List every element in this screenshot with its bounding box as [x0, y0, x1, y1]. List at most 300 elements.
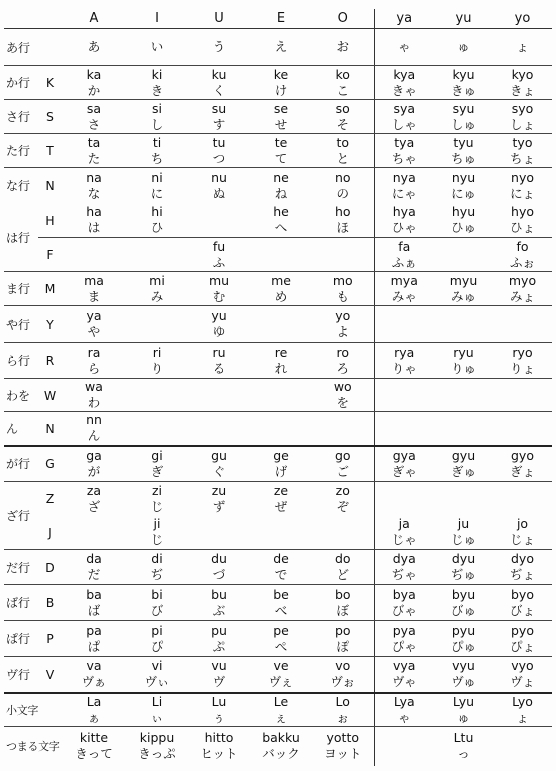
consonant-label: N	[45, 178, 55, 194]
syllable-cell	[250, 238, 312, 272]
column-header: I	[126, 9, 188, 29]
syllable-cell	[374, 446, 434, 482]
romaji-text: vya	[393, 658, 416, 674]
syllable-cell	[434, 272, 493, 306]
syllable-cell	[62, 482, 126, 516]
column-header: A	[62, 9, 126, 29]
romaji-text: Lyu	[452, 693, 475, 709]
kana-text: ヴゅ	[451, 674, 476, 690]
syllable-cell	[62, 100, 126, 134]
kana-text: し	[150, 116, 164, 132]
romaji-text: bya	[392, 586, 416, 602]
syllable-cell	[188, 100, 250, 134]
chart-row	[4, 726, 552, 766]
kana-text: ぴゅ	[450, 638, 476, 654]
chart-row	[4, 446, 552, 482]
romaji-text: ryu	[453, 344, 474, 360]
romaji-text: La	[86, 693, 102, 709]
syllable-cell	[62, 516, 126, 550]
romaji-text: wa	[85, 379, 103, 394]
syllable-cell	[250, 412, 312, 446]
syllable-cell	[312, 204, 374, 238]
syllable-cell	[434, 100, 493, 134]
romaji-text: gyo	[511, 447, 534, 463]
romaji-text: hitto	[204, 730, 234, 746]
romaji-text: ke	[273, 66, 289, 82]
consonant-label: F	[38, 238, 62, 272]
consonant-label: T	[38, 134, 62, 168]
chart-row	[4, 204, 552, 238]
syllable-cell	[374, 726, 434, 766]
romaji-text: Lya	[393, 693, 415, 709]
kana-text: な	[87, 185, 101, 201]
syllable-cell	[62, 621, 126, 657]
kana-text: ぁ	[87, 709, 101, 725]
romaji-text: na	[86, 169, 102, 185]
syllable-cell	[126, 100, 188, 134]
kana-text: に	[150, 185, 164, 201]
syllable-cell	[434, 204, 493, 238]
syllable-cell	[374, 238, 434, 272]
romaji-text: si	[152, 100, 162, 116]
romaji-text: bi	[151, 586, 163, 602]
romaji-text: ja	[398, 516, 410, 532]
kana-text: ょ	[516, 39, 529, 54]
row-group-label: わを	[4, 379, 38, 412]
romaji-text: de	[273, 551, 289, 566]
kana-text: さ	[87, 116, 101, 132]
kana-text: きゅ	[450, 82, 476, 98]
romaji-text: sya	[393, 100, 416, 116]
syllable-cell	[493, 272, 552, 306]
syllable-cell	[493, 482, 552, 516]
romaji-text: kyo	[511, 66, 534, 82]
syllable-cell	[374, 379, 434, 412]
romaji-text: byo	[511, 586, 534, 602]
kana-text: は	[87, 220, 101, 236]
romaji-text: fu	[212, 238, 226, 254]
romaji-text: za	[86, 482, 102, 498]
row-group-label: な行	[6, 179, 31, 194]
consonant-label: N	[38, 412, 62, 446]
romaji-text: ve	[273, 658, 289, 674]
syllable-cell	[126, 482, 188, 516]
kana-text: ぢょ	[509, 567, 535, 582]
syllable-cell	[374, 66, 434, 100]
romaji-text: mu	[208, 272, 230, 288]
romaji-text: ru	[212, 344, 226, 360]
romaji-text: su	[211, 100, 227, 116]
row-group-label: さ行	[4, 100, 38, 134]
kana-text: と	[336, 150, 349, 166]
romaji-text: zi	[151, 482, 163, 498]
kana-text: で	[274, 567, 288, 582]
romaji-text: vo	[335, 658, 351, 674]
syllable-cell	[126, 621, 188, 657]
syllable-cell	[250, 306, 312, 343]
kana-text: べ	[274, 602, 288, 618]
kana-text: あ	[87, 39, 101, 54]
syllable-cell	[493, 693, 552, 727]
syllable-cell	[374, 412, 434, 446]
syllable-cell	[434, 550, 493, 585]
kana-text: め	[274, 288, 288, 304]
consonant-label: J	[38, 516, 62, 550]
romaji-text: myo	[508, 272, 537, 288]
syllable-cell	[126, 412, 188, 446]
romaji-text: gyu	[451, 447, 476, 463]
row-group-label: ん	[4, 412, 38, 446]
kana-text: ぎ	[150, 463, 164, 479]
consonant-label: H	[38, 204, 62, 238]
kana-text: ど	[336, 567, 349, 582]
kana-text: ぞ	[336, 498, 349, 514]
kana-text: を	[336, 395, 349, 410]
syllable-cell	[188, 238, 250, 272]
consonant-label: V	[38, 657, 62, 693]
romaji-text: pya	[392, 622, 416, 638]
syllable-cell	[126, 726, 188, 766]
romaji-text: po	[334, 622, 351, 638]
syllable-cell	[62, 379, 126, 412]
romaji-text: pe	[273, 622, 289, 638]
kana-text: ふぁ	[391, 254, 417, 270]
row-group-label: ら行	[4, 343, 38, 379]
romaji-text: ta	[87, 134, 101, 150]
romaji-text: bo	[334, 586, 351, 602]
kana-text: ふぉ	[509, 254, 535, 270]
syllable-cell	[188, 29, 250, 66]
romaji-text: ki	[151, 66, 163, 82]
romaji-text: mi	[149, 272, 165, 288]
syllable-cell	[250, 204, 312, 238]
syllable-cell	[250, 379, 312, 412]
syllable-cell	[250, 446, 312, 482]
syllable-cell	[493, 516, 552, 550]
kana-text: きょ	[509, 82, 535, 98]
chart-row	[4, 412, 552, 446]
romaji-text: tu	[212, 134, 226, 150]
romaji-text: do	[334, 551, 351, 566]
column-header: O	[312, 9, 374, 29]
romaji-text: ko	[335, 66, 350, 82]
kana-text: ちょ	[509, 150, 535, 166]
syllable-cell	[374, 29, 434, 66]
chart-row	[4, 100, 552, 134]
romaji-text: va	[86, 658, 102, 674]
kana-text: びゅ	[450, 602, 476, 618]
romaji-text: pa	[86, 622, 102, 638]
syllable-cell	[312, 29, 374, 66]
romaji-text: ji	[153, 516, 161, 532]
kana-text: が	[87, 463, 101, 479]
kana-text: きって	[75, 746, 113, 762]
syllable-cell	[250, 657, 312, 693]
kana-text: そ	[336, 116, 349, 132]
header-row	[4, 9, 552, 29]
romaji-text: Lo	[335, 693, 350, 709]
kana-text: う	[212, 39, 226, 54]
syllable-cell	[188, 693, 250, 727]
kana-text: ぅ	[212, 709, 226, 725]
kana-text: しょ	[509, 116, 535, 132]
syllable-cell	[126, 585, 188, 621]
romaji-text: ra	[87, 344, 101, 360]
romaji-text: no	[334, 169, 351, 185]
chart-row	[4, 516, 552, 550]
romaji-text: so	[335, 100, 350, 116]
kana-text: ぴゃ	[391, 638, 417, 654]
kana-text: じ	[150, 532, 164, 548]
consonant-label: S	[38, 100, 62, 134]
kana-text: ゃ	[397, 709, 411, 725]
kana-text: す	[212, 116, 226, 132]
syllable-cell	[126, 657, 188, 693]
consonant-label: D	[38, 550, 62, 585]
syllable-cell	[434, 238, 493, 272]
consonant-label: Z	[45, 491, 55, 507]
kana-text: ぽ	[336, 638, 349, 654]
syllable-cell	[493, 204, 552, 238]
romaji-text: ne	[273, 169, 289, 185]
kana-text: ぢ	[150, 567, 164, 582]
romaji-text: kyu	[452, 66, 475, 82]
syllable-cell	[493, 343, 552, 379]
chart-row	[4, 134, 552, 168]
kana-text: ぎゅ	[450, 463, 476, 479]
syllable-cell	[62, 585, 126, 621]
kana-text: ろ	[336, 360, 349, 376]
romaji-text: re	[274, 344, 288, 360]
kana-text: っ	[457, 746, 470, 762]
romaji-text: gi	[151, 447, 163, 463]
syllable-cell	[188, 446, 250, 482]
chart-row	[4, 343, 552, 379]
syllable-cell	[493, 657, 552, 693]
syllable-cell	[374, 306, 434, 343]
romaji-kana-table	[4, 9, 552, 766]
syllable-cell	[434, 482, 493, 516]
romaji-text: kya	[393, 66, 416, 82]
syllable-cell	[250, 29, 312, 66]
chart-row	[4, 550, 552, 585]
syllable-cell	[250, 66, 312, 100]
kana-text: ぜ	[274, 498, 288, 514]
romaji-text: ryo	[512, 344, 533, 360]
syllable-cell	[62, 412, 126, 446]
row-group-label: ざ行	[4, 482, 38, 550]
kana-text: ゃ	[397, 39, 411, 54]
syllable-cell	[374, 482, 434, 516]
row-group-label: ヴ行	[4, 657, 38, 693]
kana-text: へ	[274, 220, 288, 236]
syllable-cell	[126, 168, 188, 204]
syllable-cell	[188, 168, 250, 204]
romaji-text: yu	[211, 308, 227, 323]
romaji-text: hya	[392, 204, 416, 220]
romaji-text: hi	[151, 204, 163, 220]
kana-text: ヒット	[200, 746, 238, 762]
syllable-cell	[493, 726, 552, 766]
romaji-text: se	[273, 100, 289, 116]
romaji-text: be	[273, 586, 289, 602]
syllable-cell	[434, 168, 493, 204]
syllable-cell	[374, 343, 434, 379]
romaji-text: gya	[392, 447, 416, 463]
romaji-text: ni	[151, 169, 163, 185]
syllable-cell	[62, 66, 126, 100]
kana-text: ね	[274, 185, 288, 201]
romaji-text: ya	[86, 308, 102, 323]
syllable-cell	[188, 272, 250, 306]
kana-text: ぴょ	[509, 638, 535, 654]
syllable-cell	[62, 238, 126, 272]
kana-text: じゅ	[450, 532, 476, 548]
kana-text: ぃ	[150, 709, 164, 725]
romaji-text: vi	[151, 658, 163, 674]
romaji-text: he	[273, 204, 289, 220]
row-group-label: 小文字	[4, 693, 62, 727]
chart-row	[4, 482, 552, 516]
row-group-label: だ行	[4, 550, 38, 585]
syllable-cell	[126, 516, 188, 550]
kana-text: ちゅ	[450, 150, 476, 166]
romaji-text: nyu	[451, 169, 476, 185]
romaji-text: tya	[394, 134, 415, 150]
chart-row	[4, 693, 552, 727]
syllable-cell	[250, 100, 312, 134]
row-group-label: ま行	[4, 272, 38, 306]
syllable-cell	[434, 66, 493, 100]
kana-text: ぎゃ	[391, 463, 417, 479]
kana-text: しゃ	[391, 116, 417, 132]
syllable-cell	[312, 306, 374, 343]
kana-text: ヴょ	[510, 674, 535, 690]
column-header: U	[188, 9, 250, 29]
kana-text: え	[274, 39, 288, 54]
romaji-text: jo	[516, 516, 529, 532]
romaji-text: myu	[449, 272, 478, 288]
kana-text: りょ	[509, 360, 535, 376]
syllable-cell	[374, 168, 434, 204]
romaji-text: ga	[86, 447, 102, 463]
kana-text: ひゅ	[450, 220, 476, 236]
syllable-cell	[62, 134, 126, 168]
kana-text: の	[336, 185, 349, 201]
syllable-cell	[312, 66, 374, 100]
kana-text: ぉ	[336, 709, 349, 725]
syllable-cell	[188, 379, 250, 412]
kana-text: む	[212, 288, 226, 304]
kana-text: ゆ	[212, 324, 226, 339]
row-group-label: ぱ行	[4, 621, 38, 657]
syllable-cell	[126, 306, 188, 343]
syllable-cell	[188, 482, 250, 516]
kana-text: り	[150, 360, 164, 376]
syllable-cell	[434, 379, 493, 412]
kana-text: ひ	[150, 220, 164, 236]
romaji-text: di	[151, 551, 163, 566]
syllable-cell	[312, 621, 374, 657]
syllable-cell	[312, 446, 374, 482]
syllable-cell	[493, 66, 552, 100]
consonant-label: G	[38, 446, 62, 482]
kana-text: ぶ	[212, 602, 226, 618]
chart-row	[4, 585, 552, 621]
syllable-cell	[493, 412, 552, 446]
row-group-label: あ行	[4, 29, 38, 66]
column-header: ya	[374, 9, 434, 29]
romaji-text: zo	[335, 482, 350, 498]
kana-text: け	[274, 82, 288, 98]
consonant-label: M	[38, 272, 62, 306]
syllable-cell	[62, 29, 126, 66]
romaji-text: hyu	[451, 204, 476, 220]
kana-text: ま	[87, 288, 101, 304]
row-group-label: ば行	[4, 585, 38, 621]
syllable-cell	[250, 343, 312, 379]
syllable-cell	[312, 585, 374, 621]
syllable-cell	[374, 693, 434, 727]
column-header: yo	[493, 9, 552, 29]
syllable-cell	[126, 272, 188, 306]
romaji-text: tyo	[512, 134, 533, 150]
romaji-text: Lu	[211, 693, 227, 709]
romaji-text: Li	[151, 693, 163, 709]
romaji-text: syo	[511, 100, 534, 116]
romaji-text: me	[271, 272, 291, 288]
syllable-cell	[126, 379, 188, 412]
romaji-text: sa	[86, 100, 102, 116]
romaji-text: ti	[152, 134, 162, 150]
row-group-label: や行	[4, 306, 38, 343]
consonant-label: K	[38, 66, 62, 100]
syllable-cell	[62, 446, 126, 482]
syllable-cell	[188, 343, 250, 379]
kana-text: ぱ	[87, 638, 101, 654]
romaji-text: pyu	[451, 622, 476, 638]
romaji-text: fo	[516, 238, 529, 254]
kana-text: ぢゅ	[450, 567, 476, 582]
row-group-label: か行	[4, 66, 38, 100]
romaji-text: fa	[398, 238, 411, 254]
romaji-text: nyo	[511, 169, 534, 185]
kana-text: み	[150, 288, 164, 304]
syllable-cell	[434, 693, 493, 727]
kana-text: ぴ	[150, 638, 164, 654]
syllable-cell	[312, 343, 374, 379]
romaji-text: du	[211, 551, 227, 566]
romaji-text: bu	[211, 586, 227, 602]
syllable-cell	[62, 204, 126, 238]
chart-row	[4, 621, 552, 657]
romaji-text: da	[86, 551, 102, 566]
syllable-cell	[126, 446, 188, 482]
romaji-text: pu	[211, 622, 227, 638]
chart-row	[4, 272, 552, 306]
syllable-cell	[493, 238, 552, 272]
kana-text: りゅ	[450, 360, 476, 376]
syllable-cell	[434, 343, 493, 379]
syllable-cell	[374, 516, 434, 550]
syllable-cell	[434, 29, 493, 66]
kana-text: ご	[336, 463, 349, 479]
romaji-text: ho	[334, 204, 351, 220]
syllable-cell	[374, 204, 434, 238]
syllable-cell	[312, 134, 374, 168]
kana-text: にょ	[510, 185, 535, 201]
kana-text: ヨット	[324, 746, 362, 762]
